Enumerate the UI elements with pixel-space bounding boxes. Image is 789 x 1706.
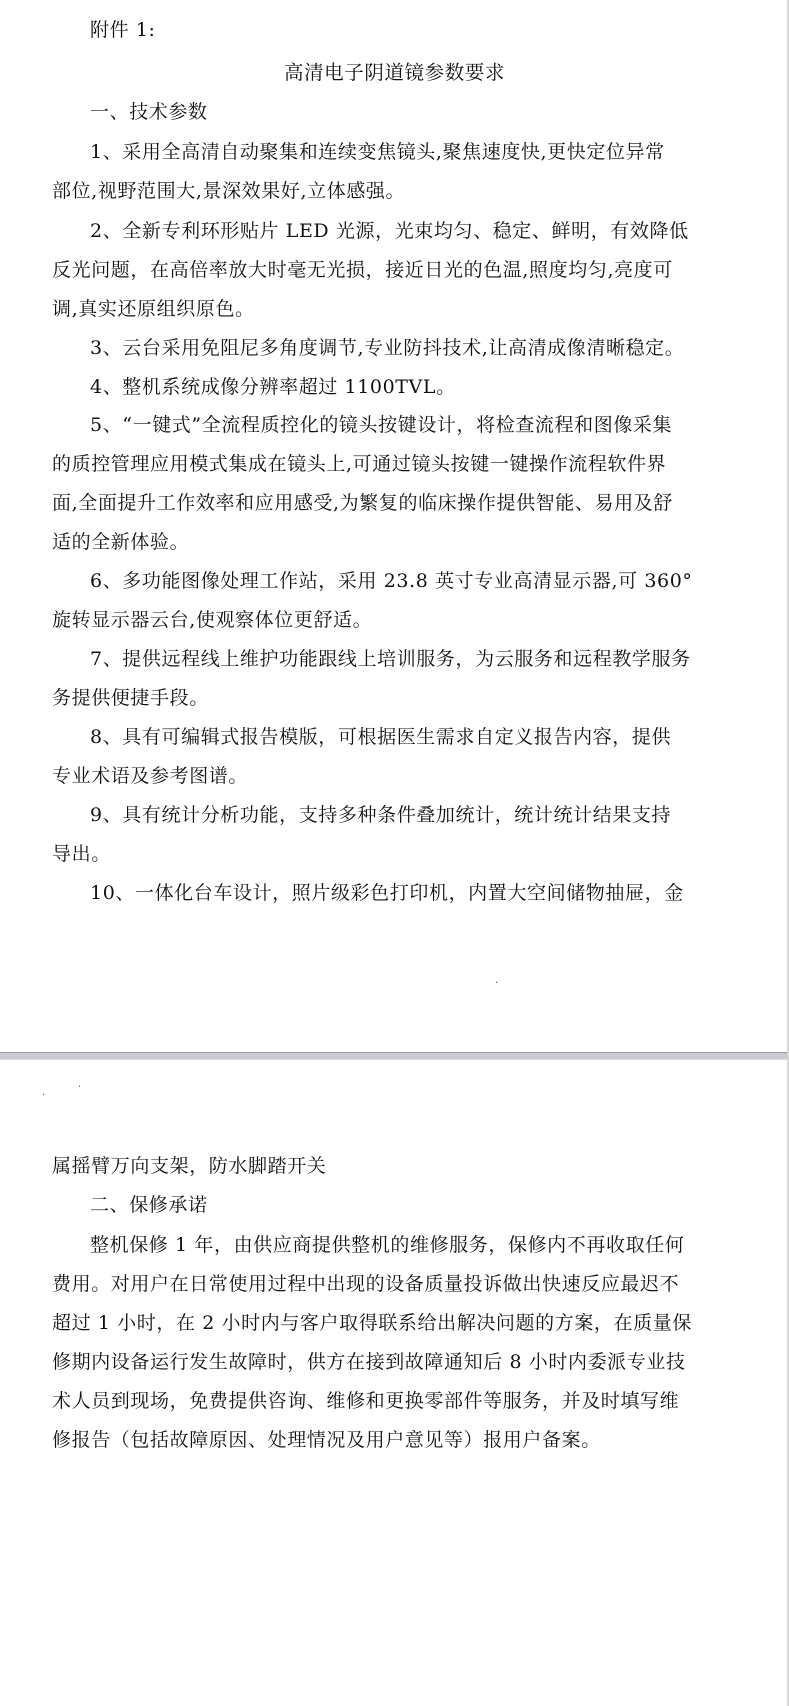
scan-speck: · [78,1082,82,1093]
document-page-2 [0,1060,789,1706]
paragraph-line: 整机保修 1 年，由供应商提供整机的维修服务，保修内不再收取任何 [90,1234,685,1256]
paragraph-line: 3、云台采用免阻尼多角度调节,专业防抖技术,让高清成像清晰稳定。 [90,337,685,359]
scan-speck: · [495,978,499,989]
document-title: 高清电子阴道镜参数要求 [283,61,506,84]
scan-speck: · [42,1090,46,1101]
paragraph-line: 务提供便捷手段。 [52,687,209,709]
paragraph-line: 面,全面提升工作效率和应用感受,为繁复的临床操作提供智能、易用及舒 [52,492,673,514]
page-separator [0,1052,789,1060]
attachment-label: 附件 1: [90,19,156,41]
paragraph-line: 专业术语及参考图谱。 [52,765,249,787]
paragraph-line: 修报告（包括故障原因、处理情况及用户意见等）报用户备案。 [52,1429,601,1451]
paragraph-line: 部位,视野范围大,景深效果好,立体感强。 [52,180,406,202]
paragraph-line: 9、具有统计分析功能，支持多种条件叠加统计，统计统计结果支持 [90,804,672,826]
paragraph-line: 适的全新体验。 [52,531,190,553]
paragraph-line: 属摇臂万向支架，防水脚踏开关 [52,1155,327,1177]
paragraph-line: 1、采用全高清自动聚集和连续变焦镜头,聚焦速度快,更快定位异常 [90,141,665,163]
paragraph-line: 8、具有可编辑式报告模版，可根据医生需求自定义报告内容，提供 [90,726,672,748]
paragraph-line: 旋转显示器云台,使观察体位更舒适。 [52,609,373,631]
paragraph-line: 导出。 [52,843,111,865]
paragraph-line: 反光问题，在高倍率放大时毫无光损，接近日光的色温,照度均匀,亮度可 [52,259,673,281]
paragraph-line: 2、全新专利环形贴片 LED 光源，光束均匀、稳定、鲜明，有效降低 [90,220,689,242]
paragraph-line: 术人员到现场，免费提供咨询、维修和更换零部件等服务，并及时填写维 [52,1390,680,1412]
paragraph-line: 4、整机系统成像分辨率超过 1100TVL。 [90,376,456,398]
section-heading-technical-params: 一、技术参数 [90,101,208,123]
paragraph-line: 修期内设备运行发生故障时，供方在接到故障通知后 8 小时内委派专业技 [52,1351,686,1373]
paragraph-line: 调,真实还原组织原色。 [52,298,255,320]
paragraph-line: 6、多功能图像处理工作站，采用 23.8 英寸专业高清显示器,可 360° [90,570,693,592]
paragraph-line: 10、一体化台车设计，照片级彩色打印机，内置大空间储物抽屉，金 [90,882,684,904]
section-heading-warranty: 二、保修承诺 [90,1194,208,1216]
paragraph-line: 5、“一键式”全流程质控化的镜头按键设计，将检查流程和图像采集 [90,414,673,436]
paragraph-line: 的质控管理应用模式集成在镜头上,可通过镜头按键一键操作流程软件界 [52,453,667,475]
paragraph-line: 7、提供远程线上维护功能跟线上培训服务，为云服务和远程教学服务 [90,648,691,670]
paragraph-line: 费用。对用户在日常使用过程中出现的设备质量投诉做出快速反应最迟不 [52,1273,680,1295]
paragraph-line: 超过 1 小时，在 2 小时内与客户取得联系给出解决问题的方案，在质量保 [52,1312,692,1334]
